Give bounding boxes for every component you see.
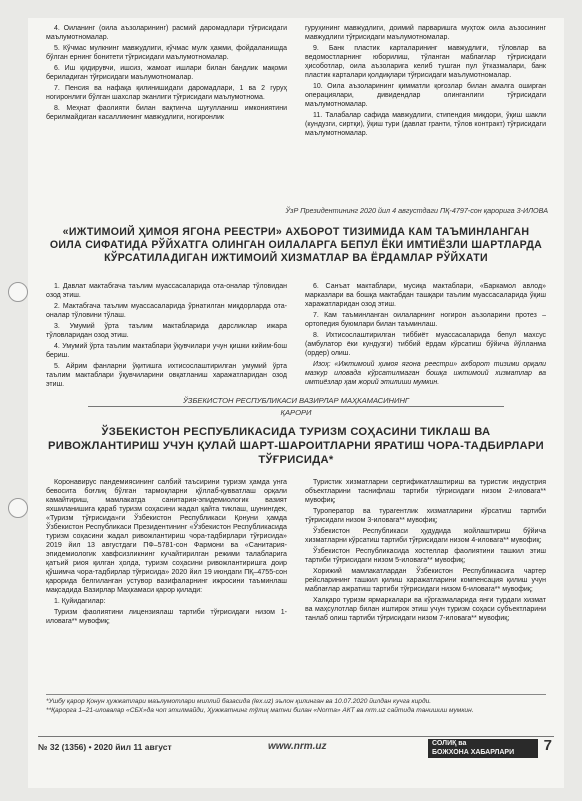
list-item: 2. Мактабгача таълим муассасаларида ўрнатилган миқдорларда ота-оналар тўловини тўлаш.	[46, 303, 287, 319]
publication-logo	[428, 739, 538, 758]
middle-columns	[46, 282, 546, 391]
top-right-column	[305, 24, 546, 140]
decree-type: ҚАРОРИ	[280, 408, 312, 417]
paragraph: Коронавирус пандемиясининг салбий таъсирини туризм ҳамда унга бевосита боғлиқ бўлган тармоқларни қўллаб-қувватлаш орқали камайтириш, мамлакатда санитария-эпидемиологик вазият яхшиланишига қараб туризм соҳасини жадал қайта тиклаш, шунингдек, «Туризм тўғрисида»ги Ўзбекистон Республикаси Қонуни ҳамда Ўзбекистон Республикаси Президентининг «Ўзбекистон Республикасида туризм соҳасини жадал ривожлантириш чора-тадбирлари тўғрисида» 2019 йил 13 августдаги ПФ–5781-сон Фармони ва «Санитария-эпидемиологик хавфсизликнинг кучайтирилган режими талабларига қатъий риоя қилган ҳолда, туризм соҳасини ривожлантиришга доир қўшимча чора-тадбирлар тўғрисида» 2020 йил 19 июндаги ПҚ–4755-сон қарорида белгиланган устувор вазифаларнинг ижросини таъминлаш мақсадида Вазирлар Маҳкамаси қарор қилади:	[46, 478, 287, 594]
issuer-divider	[88, 406, 504, 407]
logo-line-1: СОЛИҚ ва	[432, 740, 467, 747]
page-footer	[38, 736, 554, 761]
website-link[interactable]: www.nrm.uz	[268, 741, 327, 752]
bottom-left-column	[46, 478, 287, 628]
logo-line-2: БОЖХОНА ХАБАРЛАРИ	[432, 749, 515, 756]
list-item: 8. Меҳнат фаолияти билан вақтинча шуғулланиш имкониятини берилмайдиган касалликнинг мавжудлиги, ногиронлик	[46, 105, 287, 121]
middle-right-column	[305, 282, 546, 391]
list-item: 11. Талабалар сафида мавжудлиги, стипендия миқдори, ўқиш шакли (кундузги, сиртқи), ўқиш тури (давлат гранти, тўлов контракт) тўғрисидаги маълумотномалар.	[305, 112, 546, 137]
list-item: 7. Пенсия ва нафақа қилинишидаги даромадлари, 1 ва 2 гуруҳ ногиронлиги бўлган шахслар эканлиги тўғрисидаги маълумотнома.	[46, 85, 287, 101]
paragraph: Туроператор ва турагентлик хизматларини кўрсатиш тартиби тўғрисидаги низом 3-иловага** мувофиқ;	[305, 508, 546, 524]
binder-hole-top	[8, 282, 28, 302]
paragraph: 1. Қуйидагилар:	[54, 598, 106, 605]
list-item: 10. Оила аъзоларининг қимматли қоғозлар билан амалга оширган операциялари, дивидендлар олинганлиги тўғрисидаги маълумотномалар.	[305, 83, 546, 108]
list-item: гуруҳининг мавжудлиги, доимий парваришга муҳтож оила аъзосининг мавжудлиги тўғрисидаги маълумотномалар.	[305, 25, 546, 41]
list-item: 1. Давлат мактабгача таълим муассасаларида ота-оналар тўловидан озод этиш.	[46, 283, 287, 299]
list-item: 6. Иш қидирувчи, ишсиз, жамоат ишлари билан бандлик мақоми бериладиган тўғрисидаги маълумотномалар.	[46, 65, 287, 81]
section-heading-tourism-decree: ЎЗБЕКИСТОН РЕСПУБЛИКАСИДА ТУРИЗМ СОҲАСИНИ ТИКЛАШ ВА РИВОЖЛАНТИРИШ УЧУН ҚУЛАЙ ШАРТ-ШАРОИТЛАРНИ ЯРАТИШ ЧОРА-ТАДБИРЛАРИ ТЎҒРИСИДА*	[47, 426, 545, 466]
bottom-right-column	[305, 478, 546, 628]
newspaper-page	[28, 18, 564, 788]
binder-hole-bottom	[8, 498, 28, 518]
issuer-name: ЎЗБЕКИСТОН РЕСПУБЛИКАСИ ВАЗИРЛАР МАҲКАМАСИНИНГ	[182, 396, 410, 405]
footnote-remark: Изоҳ: «Ижтимоий ҳимоя ягона реестри» ахборот тизими орқали мазкур иловада кўрсатилмаган бошқа ижтимоий хизматлар ва имтиёзлар ҳам жорий этилиши мумкин.	[305, 361, 546, 386]
middle-left-column	[46, 282, 287, 391]
top-columns	[46, 24, 546, 140]
attachment-note: ЎзР Президентининг 2020 йил 4 августдаги ПҚ-4797-сон қарорига 3-ИЛОВА	[285, 206, 548, 215]
list-item: 4. Оиланинг (оила аъзоларининг) расмий даромадлари тўғрисидаги маълумотномалар.	[46, 25, 287, 41]
paragraph: Ўзбекистон Республикаси ҳудудида жойлаштириш бўйича хизматларни кўрсатиш тартиби тўғрисидаги низом 4-иловага** мувофиқ;	[305, 528, 546, 544]
footnotes	[46, 694, 546, 715]
page-number: 7	[543, 737, 552, 754]
paragraph: Туризм фаолиятини лицензиялаш тартиби тўғрисидаги низом 1-иловага** мувофиқ;	[46, 609, 287, 625]
list-item: 8. Ихтисослаштирилган тиббиёт муассасаларида бепул махсус (амбулатор ёки кундузги) тиббий ёрдам кўрсатиш бўйича йўлланма (ордер) олиш.	[305, 332, 546, 357]
list-item: 5. Айрим фанларни ўқитишга ихтисослаштирилган умумий ўрта таълим мактаблари ўқувчиларини овқатланиш харажатларидан озод этиш.	[46, 363, 287, 388]
footnote-2: **Қарорга 1–21-иловалар «СБХ»да чоп этилмайди, Ҳужжатнинг тўлиқ матни билан «Norma» АКТ ва nrm.uz сайтида танишиш мумкин.	[46, 706, 474, 714]
bottom-columns	[46, 478, 546, 628]
list-item: 5. Кўчмас мулкнинг мавжудлиги, кўчмас мулк ҳажми, фойдаланишда бўлган ернинг бонитети тўғрисидаги маълумотномалар.	[46, 45, 287, 61]
issue-info: № 32 (1356) • 2020 йил 11 август	[38, 742, 172, 752]
issuer-line	[46, 396, 546, 406]
list-item: 6. Санъат мактаблари, мусиқа мактаблари, «Баркамол авлод» марказлари ва бошқа мактабдан ташқари таълим муассасаларида ўқиш харажатларидан озод этиш.	[305, 283, 546, 308]
paragraph: Хорижий мамлакатлардан Ўзбекистон Республикасига чартер рейсларининг ташкил қилиш харажатларини компенсация қилиш учун маблағлар ажратиш тартиби тўғрисидаги низом 6-иловага** мувофиқ;	[305, 568, 546, 593]
list-item: 3. Умумий ўрта таълим мактабларида дарсликлар ижара тўловларидан озод этиш.	[46, 323, 287, 339]
decree-label	[46, 408, 546, 418]
paragraph: Халқаро туризм ярмаркалари ва кўргазмаларида янги турдаги хизмат ва маҳсулотлар билан иштирок этиш учун туризм соҳаси субъектларини танлаб олиш тартиби тўғрисидаги низом 7-иловага** мувофиқ;	[305, 597, 546, 622]
list-item: 9. Банк пластик карталарининг мавжудлиги, тўловлар ва ведомостларнинг юборилиш, тўланган маблағлар тўғрисидаги ҳисоботлар, оила аъзоларига келиб тушган пул ўтказмалари, банк пластик карталари қолдиқлари тўғрисидаги маълумотномалар.	[305, 45, 546, 79]
top-left-column	[46, 24, 287, 140]
list-item: 7. Кам таъминланган оилаларнинг ногирон аъзоларини протез – ортопедия буюмлари билан таъминлаш.	[305, 312, 546, 328]
footnote-1: *Ушбу қарор Қонун ҳужжатлари маълумотлари миллий базасида (lex.uz) эълон қилинган ва 10.07.2020 йилдан кучга кирди.	[46, 698, 432, 705]
section-heading-social-services: «ИЖТИМОИЙ ҲИМОЯ ЯГОНА РЕЕСТРИ» АХБОРОТ ТИЗИМИДА КАМ ТАЪМИНЛАНГАН ОИЛА СИФАТИДА РЎЙХАТГА ОЛИНГАН ОИЛАЛАРГА БЕПУЛ ЁКИ ИМТИЁЗЛИ ШАРТЛАРДА КЎРСАТИЛАДИГАН ИЖТИМОИЙ ХИЗМАТЛАР ВА ЁРДАМЛАР РЎЙХАТИ	[49, 226, 543, 264]
list-item: 4. Умумий ўрта таълим мактаблари ўқувчилари учун қишки кийим-бош бериш.	[46, 343, 287, 359]
paragraph: Туристик хизматларни сертификатлаштириш ва туристик индустрия объектларини таснифлаш тартиби тўғрисидаги низом 2-иловага** мувофиқ;	[305, 479, 546, 504]
paragraph: Ўзбекистон Республикасида хостеллар фаолиятини ташкил этиш тартиби тўғрисидаги низом 5-иловага** мувофиқ;	[305, 548, 546, 564]
